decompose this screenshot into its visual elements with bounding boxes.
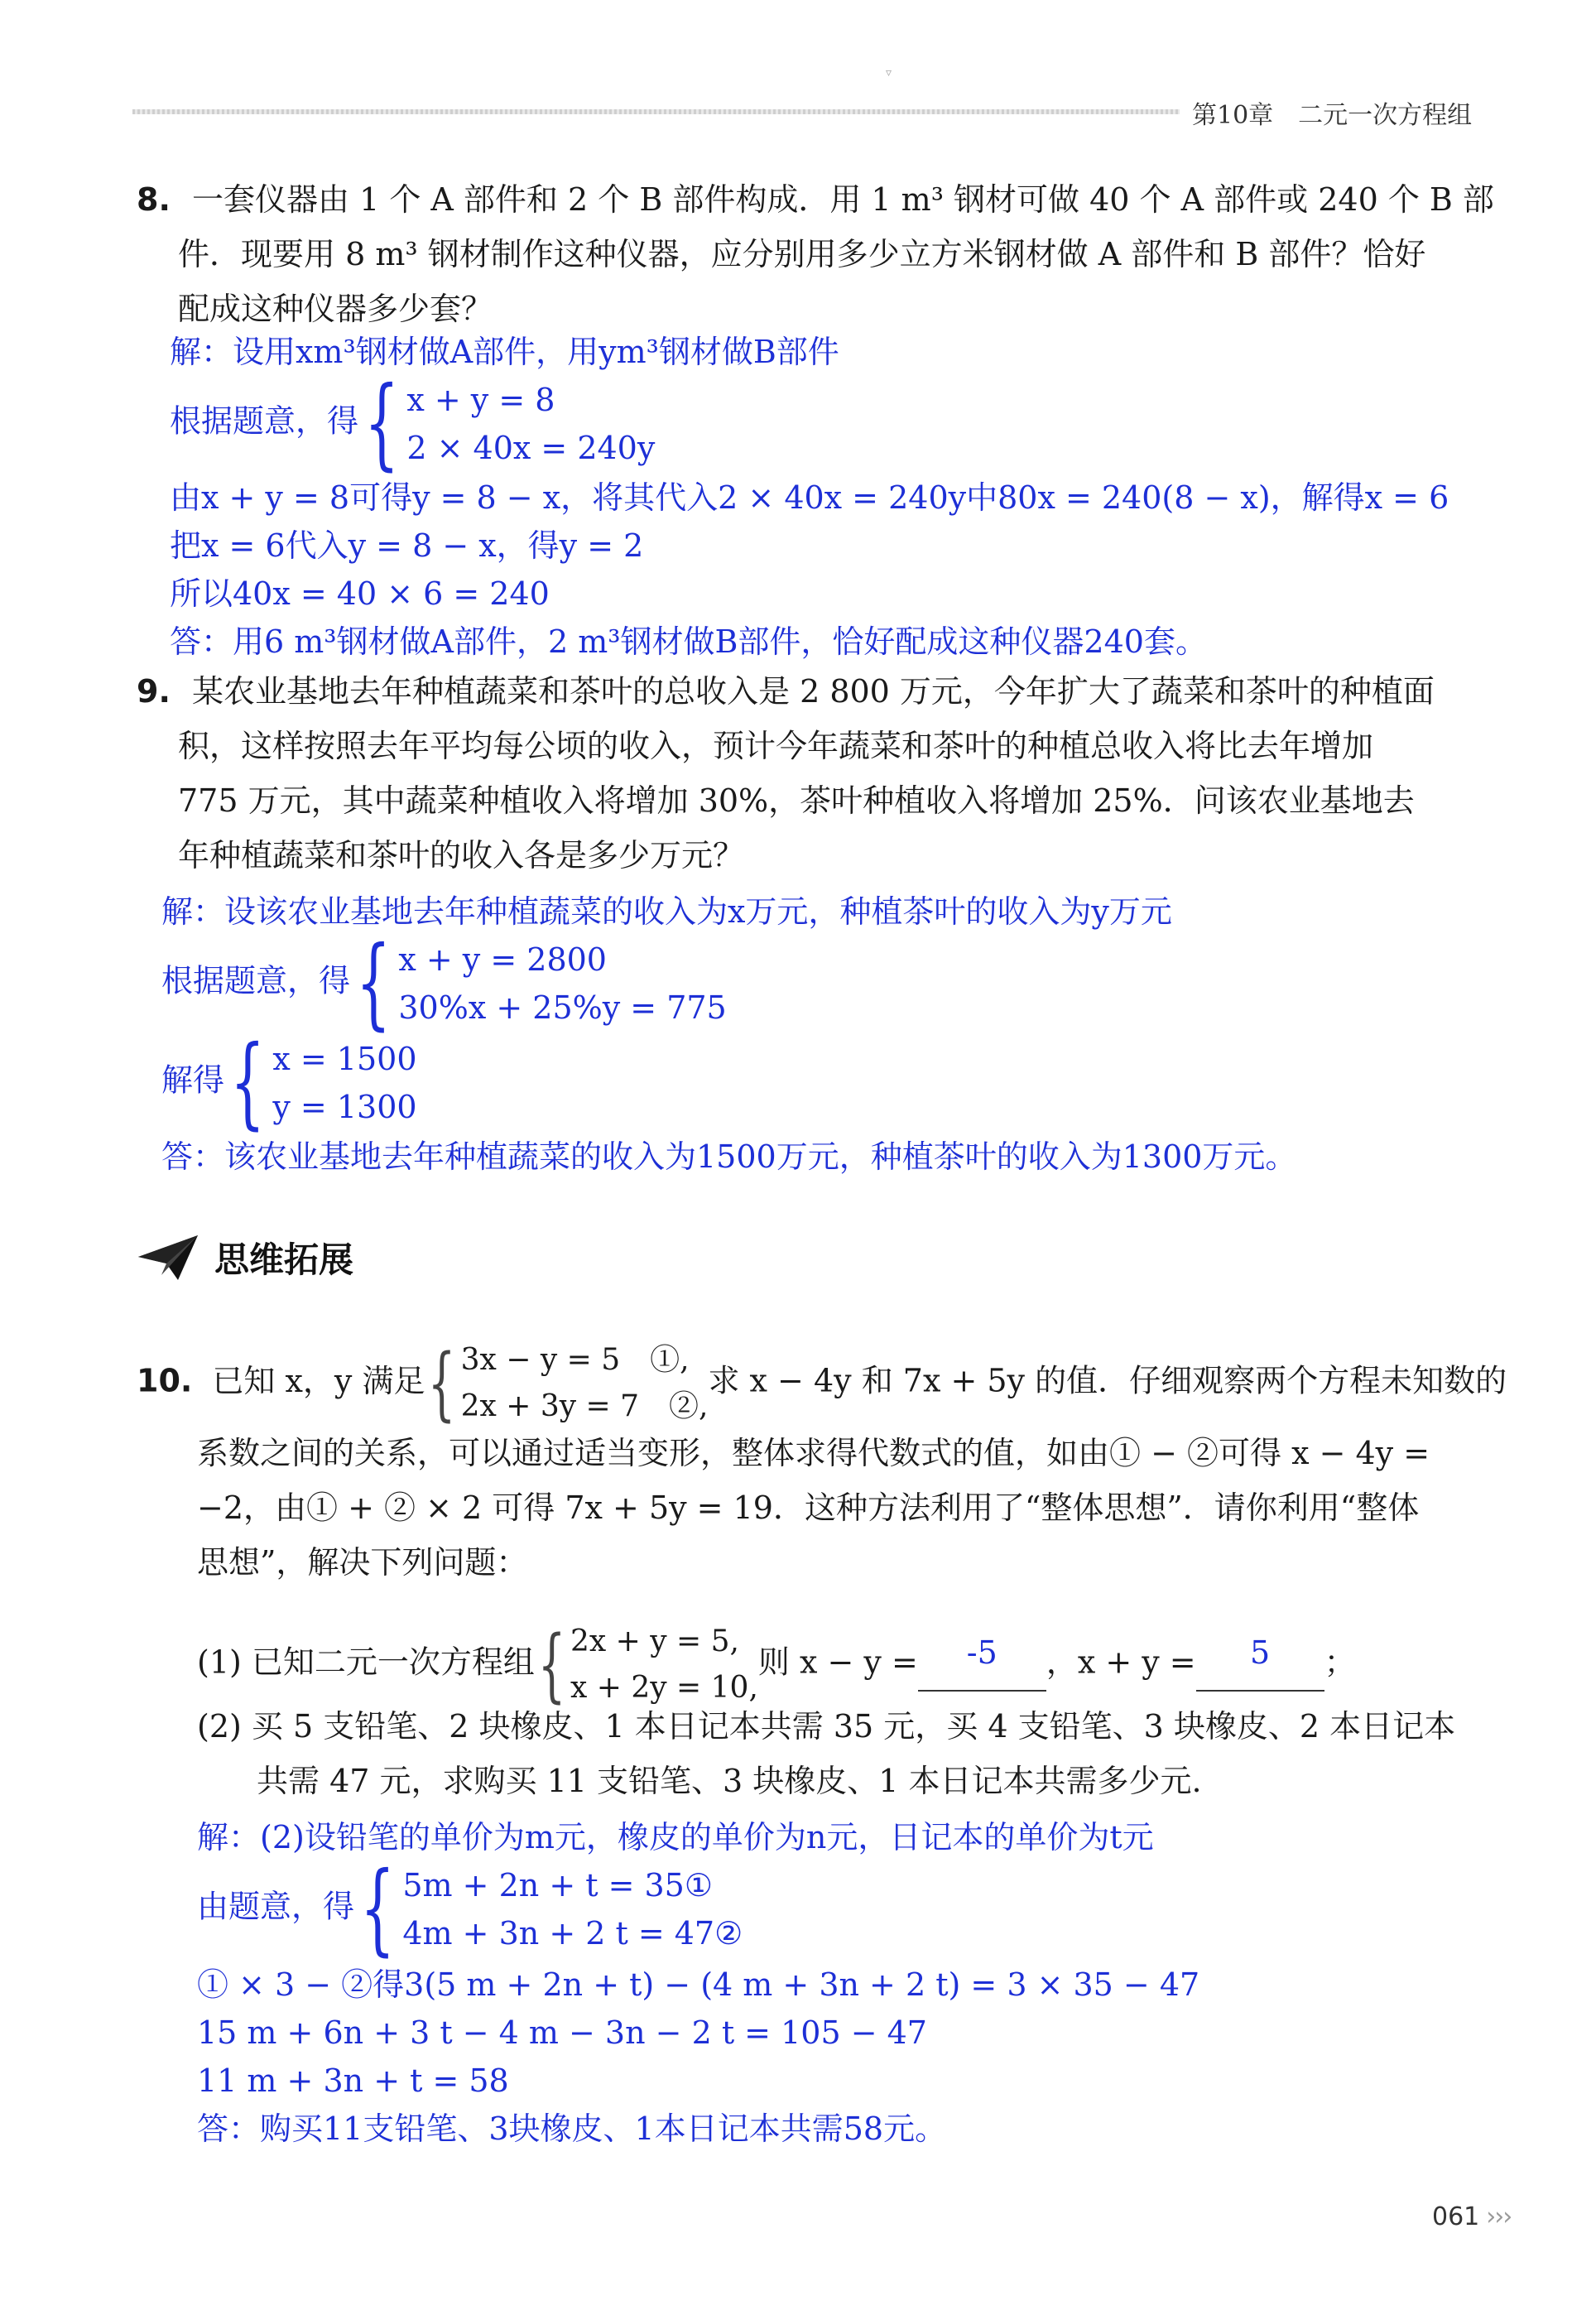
q8-line1 [137, 172, 1494, 227]
brace-icon: { [230, 1025, 266, 1140]
chapter-header: 第10章 二元一次方程组 [1192, 101, 1473, 130]
q9-system [350, 926, 727, 1041]
q9-sol4: 答：该农业基地去年种植蔬菜的收入为1500万元，种植茶叶的收入为1300万元。 [161, 1138, 1297, 1175]
q9-line1 [137, 664, 1435, 719]
page-number [1432, 2202, 1511, 2231]
brace-icon: { [356, 926, 392, 1041]
brace-icon: { [364, 366, 400, 481]
q10-system [425, 1337, 708, 1430]
q10-p1-eq1: 2x + y = 5, [570, 1624, 739, 1658]
q10-p1-mid2: ，x + y = [1046, 1644, 1196, 1681]
q8-sol5: 所以40x = 40 × 6 = 240 [170, 575, 550, 612]
q9-sol2-label: 根据题意，得 [161, 962, 351, 999]
q9-text1: 某农业基地去年种植蔬菜和茶叶的总收入是 2 800 万元，今年扩大了蔬菜和茶叶的种植面 [191, 673, 1435, 710]
q10-part2-line2: 共需 47 元，求购买 11 支铅笔、3 块橡皮、1 本日记本共需多少元. [257, 1763, 1202, 1799]
q8-line2: 件．现要用 8 m³ 钢材制作这种仪器，应分别用多少立方米钢材做 A 部件和 B 部件？恰好 [178, 236, 1426, 272]
q9-sol1: 解：设该农业基地去年种植蔬菜的收入为x万元，种植茶叶的收入为y万元 [161, 893, 1172, 930]
q10-part2-line1: (2) 买 5 支铅笔、2 块橡皮、1 本日记本共需 35 元，买 4 支铅笔、3 块橡皮、2 本日记本 [197, 1708, 1456, 1745]
q9-line4: 年种植蔬菜和茶叶的收入各是多少万元？ [178, 837, 745, 874]
q10-sol4: 15 m + 6n + 3 t − 4 m − 3n − 2 t = 105 − 47 [197, 2014, 927, 2051]
q9-solution-system [224, 1025, 417, 1140]
page-arrows-icon: ››› [1486, 2202, 1512, 2231]
q9-sol-eq2: y = 1300 [272, 1089, 417, 1125]
q9-sol-eq1: x = 1500 [272, 1041, 417, 1077]
q8-line3: 配成这种仪器多少套？ [178, 291, 493, 327]
q10-number: 10. [137, 1362, 193, 1399]
q9-sol3-label: 解得 [161, 1061, 225, 1099]
page-number-text: 061 [1432, 2202, 1480, 2231]
q9-sol3 [161, 1025, 417, 1140]
q10-sol1: 解：(2)设铅笔的单价为m元，橡皮的单价为n元，日记本的单价为t元 [197, 1819, 1154, 1855]
q10-eq2: 2x + 3y = 7 ②, [460, 1389, 709, 1423]
q10-sol-system [354, 1851, 743, 1966]
section-label: 思维拓展 [214, 1239, 354, 1280]
section-title [137, 1232, 353, 1283]
brace-icon: { [360, 1851, 396, 1966]
q8-sol2-label: 根据题意，得 [170, 402, 359, 440]
q10-sol5: 11 m + 3n + t = 58 [197, 2062, 509, 2099]
q8-system [358, 366, 656, 481]
brace-icon: { [428, 1337, 456, 1430]
q9-sol2 [161, 926, 727, 1041]
q10-line1 [137, 1337, 1507, 1430]
paper-plane-icon [137, 1232, 200, 1283]
q10-sol-eq1: 5m + 2n + t = 35① [402, 1867, 713, 1903]
header-dot: ▿ [886, 66, 892, 79]
q8-sol4: 把x = 6代入y = 8 − x，得y = 2 [170, 527, 644, 564]
q10-sol6: 答：购买11支铅笔、3块橡皮、1本日记本共需58元。 [197, 2110, 947, 2147]
q10-p1-mid: 则 x − y = [757, 1644, 918, 1681]
q10-sol2 [197, 1851, 743, 1966]
brace-icon: { [537, 1619, 566, 1711]
q10-text-post: 求 x − 4y 和 7x + 5y 的值．仔细观察两个方程未知数的 [708, 1362, 1507, 1399]
q10-p1-end: ； [1324, 1644, 1356, 1681]
q8-eq2: 2 × 40x = 240y [406, 430, 656, 466]
q9-eq1: x + y = 2800 [398, 941, 607, 978]
q10-line3: −2，由① + ② × 2 可得 7x + 5y = 19．这种方法利用了“整体思想”．请你利用“整体 [197, 1490, 1420, 1526]
q10-eq1: 3x − y = 5 ①, [460, 1343, 690, 1377]
q10-sol3: ① × 3 − ②得3(5 m + 2n + t) − (4 m + 3n + 2 t) = 3 × 35 − 47 [197, 1966, 1200, 2003]
answer-blank-1[interactable]: -5 [918, 1635, 1046, 1692]
q8-text1: 一套仪器由 1 个 A 部件和 2 个 B 部件构成．用 1 m³ 钢材可做 40 个 A 部件或 240 个 B 部 [191, 181, 1494, 218]
q8-sol1: 解：设用xm³钢材做A部件，用ym³钢材做B部件 [170, 334, 839, 370]
answer-blank-2[interactable]: 5 [1196, 1635, 1324, 1692]
q10-part1 [197, 1619, 1356, 1711]
q10-text-pre: 已知 x，y 满足 [212, 1362, 425, 1399]
q10-p1-eq2: x + 2y = 10, [570, 1671, 758, 1705]
q10-p1-pre: (1) 已知二元一次方程组 [197, 1644, 535, 1681]
q8-sol6: 答：用6 m³钢材做A部件，2 m³钢材做B部件，恰好配成这种仪器240套。 [170, 623, 1207, 660]
q10-line2: 系数之间的关系，可以通过适当变形，整体求得代数式的值，如由① − ②可得 x − 4y = [197, 1435, 1430, 1471]
q10-p1-system [535, 1619, 758, 1711]
q8-sol3: 由x + y = 8可得y = 8 − x，将其代入2 × 40x = 240y中80x = 240(8 − x)，解得x = 6 [170, 479, 1449, 516]
q9-eq2: 30%x + 25%y = 775 [398, 989, 727, 1026]
header-rule [132, 109, 1180, 114]
q8-sol2 [170, 366, 656, 481]
q8-eq1: x + y = 8 [406, 382, 555, 418]
q10-line4: 思想”，解决下列问题： [197, 1544, 528, 1581]
q9-line2: 积，这样按照去年平均每公顷的收入，预计今年蔬菜和茶叶的种植总收入将比去年增加 [178, 728, 1374, 764]
q10-sol-eq2: 4m + 3n + 2 t = 47② [402, 1915, 743, 1952]
q9-line3: 775 万元，其中蔬菜种植收入将增加 30%，茶叶种植收入将增加 25%．问该农业基地去 [178, 782, 1415, 819]
q10-sol2-label: 由题意，得 [197, 1888, 355, 1925]
q8-number: 8. [137, 181, 171, 218]
q9-number: 9. [137, 673, 171, 710]
